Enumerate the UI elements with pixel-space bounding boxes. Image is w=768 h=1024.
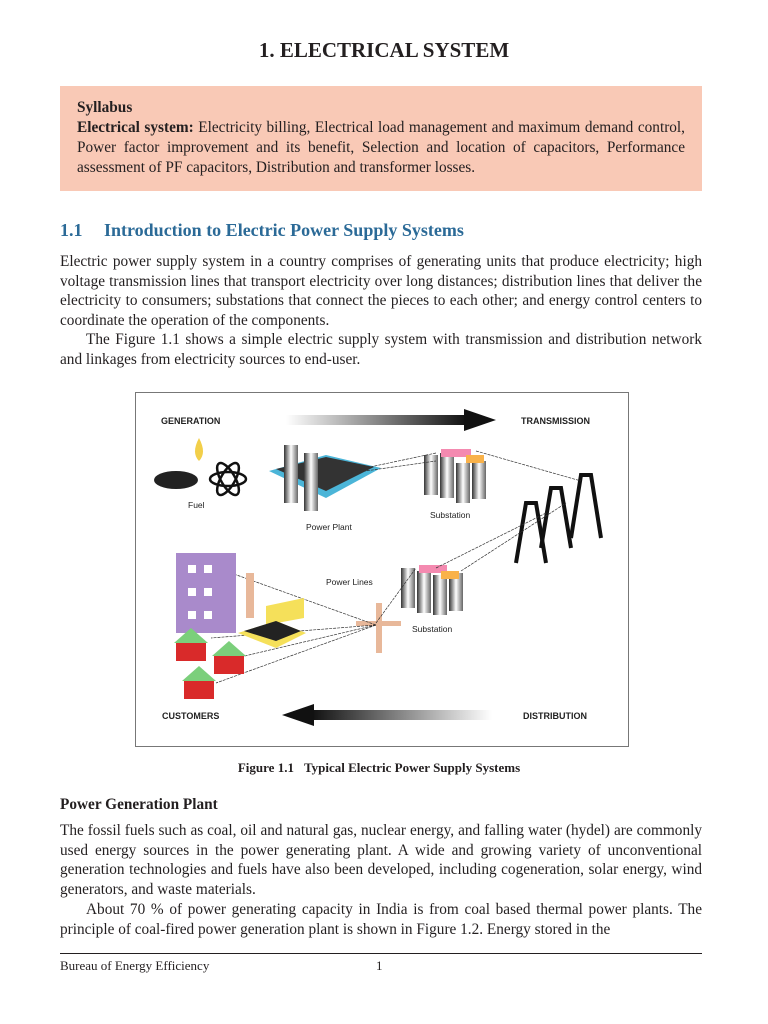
footer-publisher: Bureau of Energy Efficiency — [60, 958, 210, 973]
label-generation: GENERATION — [161, 416, 221, 426]
paragraph: Electric power supply system in a country comprises of generating units that produce electricity; high voltage transmission lines that transport electricity over long distances; distribution lines that deliver the electricity to consumers; substations that connect the pieces to each other; and energy control centers to coordinate the operation of the components. — [60, 253, 702, 329]
caption-text: Typical Electric Power Supply Systems — [303, 760, 521, 775]
arrow-right-icon — [286, 409, 496, 431]
transmission-tower-icon — [516, 475, 601, 563]
section-number: 1.1 — [60, 220, 83, 240]
page-number: 1 — [376, 958, 383, 973]
label-power-plant: Power Plant — [306, 522, 352, 532]
label-transmission: TRANSMISSION — [521, 416, 591, 426]
paragraph: The fossil fuels such as coal, oil and natural gas, nuclear energy, and falling water (hydel) are commonly used energy sources in the power generating plant. A wide and growing variety of unconventional generation technologies and fuels have also been developed, including cogeneration, solar energy, wind generators, and waste materials. — [60, 822, 702, 898]
house-icon — [174, 628, 246, 699]
substation-icon — [401, 565, 463, 615]
syllabus-heading: Syllabus — [77, 99, 133, 116]
syllabus-text — [77, 118, 685, 178]
label-distribution: DISTRIBUTION — [523, 711, 587, 721]
label-power-lines: Power Lines — [326, 577, 373, 587]
paragraph: The Figure 1.1 shows a simple electric supply system with transmission and distribution network and linkages from electricity sources to end-user. — [60, 331, 702, 368]
section-heading — [60, 220, 464, 241]
power-line-wires — [211, 451, 581, 683]
office-building-icon — [176, 553, 236, 633]
label-customers: CUSTOMERS — [162, 711, 220, 721]
syllabus-box — [60, 86, 702, 191]
subsection-heading: Power Generation Plant — [60, 796, 218, 813]
label-substation: Substation — [430, 510, 471, 520]
footer-divider — [60, 953, 702, 954]
power-plant-icon — [269, 445, 381, 511]
arrow-left-icon — [282, 704, 492, 726]
label-fuel: Fuel — [188, 500, 205, 510]
syllabus-label: Electrical system: — [77, 119, 194, 136]
figure-caption — [0, 760, 768, 776]
paragraph: About 70 % of power generating capacity in India is from coal based thermal power plants. The principle of coal-fired power generation plant is shown in Figure 1.2. Energy stored in the — [60, 901, 702, 938]
syllabus-body: Electricity billing, Electrical load management and maximum demand control, Power factor improvement and its benefit, Selection and location of capacitors, Performance assessment of PF capacitors, Distribution and transformer losses. — [77, 119, 686, 176]
caption-number: Figure 1.1 — [237, 760, 294, 775]
fuel-icon — [154, 438, 246, 498]
label-substation: Substation — [412, 624, 453, 634]
chapter-title: 1. ELECTRICAL SYSTEM — [258, 38, 510, 62]
factory-icon — [238, 573, 306, 648]
section-title: Introduction to Electric Power Supply Systems — [104, 220, 464, 240]
substation-icon — [424, 449, 486, 503]
figure-power-supply-system — [135, 392, 629, 747]
